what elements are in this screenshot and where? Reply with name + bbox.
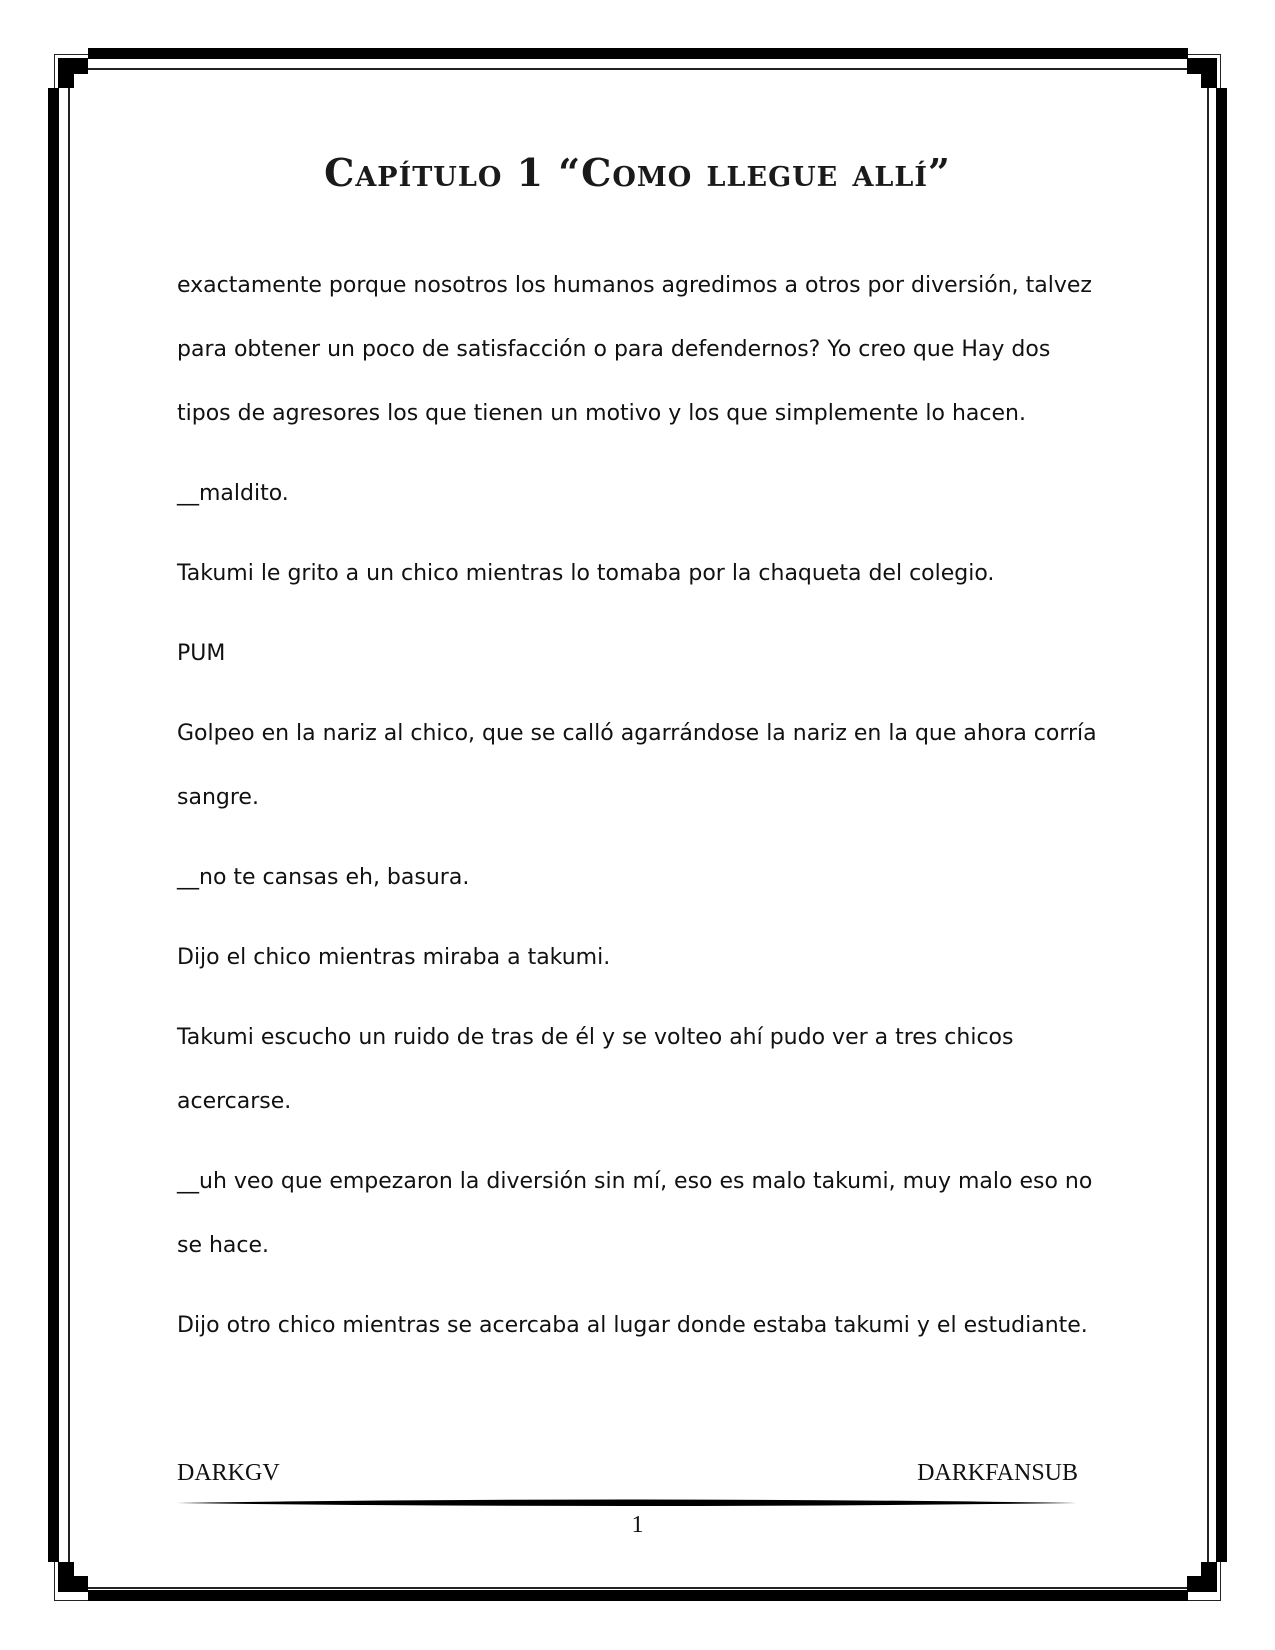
border-corner-top-left [58, 58, 88, 88]
border-bar-left [48, 88, 59, 1562]
chapter-title: Capítulo 1 “Como llegue allí” [324, 150, 951, 195]
text-line: __uh veo que empezaron la diversión sin mí, eso es malo takumi, muy malo eso no [177, 1169, 1093, 1194]
text-line: Golpeo en la nariz al chico, que se calló agarrándose la nariz en la que ahora corría [177, 721, 1097, 746]
page-number: 1 [631, 1512, 644, 1538]
footer-author: DARKGV [177, 1460, 280, 1486]
text-line: sangre. [177, 785, 259, 810]
text-line: se hace. [177, 1233, 270, 1258]
text-line: PUM [177, 641, 226, 666]
text-line: tipos de agresores los que tienen un motivo y los que simplemente lo hacen. [177, 401, 1026, 426]
border-corner-bottom-right [1187, 1562, 1217, 1592]
text-line: para obtener un poco de satisfacción o para defendernos? Yo creo que Hay dos [177, 337, 1051, 362]
text-line: __no te cansas eh, basura. [177, 865, 470, 890]
text-line: Takumi escucho un ruido de tras de él y se volteo ahí pudo ver a tres chicos [177, 1025, 1014, 1050]
border-bar-right [1216, 88, 1227, 1562]
border-bar-bottom [88, 1590, 1188, 1601]
border-corner-top-right [1187, 58, 1217, 88]
text-line: Takumi le grito a un chico mientras lo tomaba por la chaqueta del colegio. [177, 561, 995, 586]
footer-divider [177, 1497, 1077, 1509]
text-line: __maldito. [177, 481, 289, 506]
footer-group: DARKFANSUB [917, 1460, 1078, 1486]
text-line: acercarse. [177, 1089, 292, 1114]
text-line: Dijo el chico mientras miraba a takumi. [177, 945, 611, 970]
text-line: Dijo otro chico mientras se acercaba al lugar donde estaba takumi y el estudiante. [177, 1313, 1088, 1338]
border-corner-bottom-left [58, 1562, 88, 1592]
border-bar-top [88, 48, 1188, 59]
text-line: exactamente porque nosotros los humanos agredimos a otros por diversión, talvez [177, 273, 1092, 298]
